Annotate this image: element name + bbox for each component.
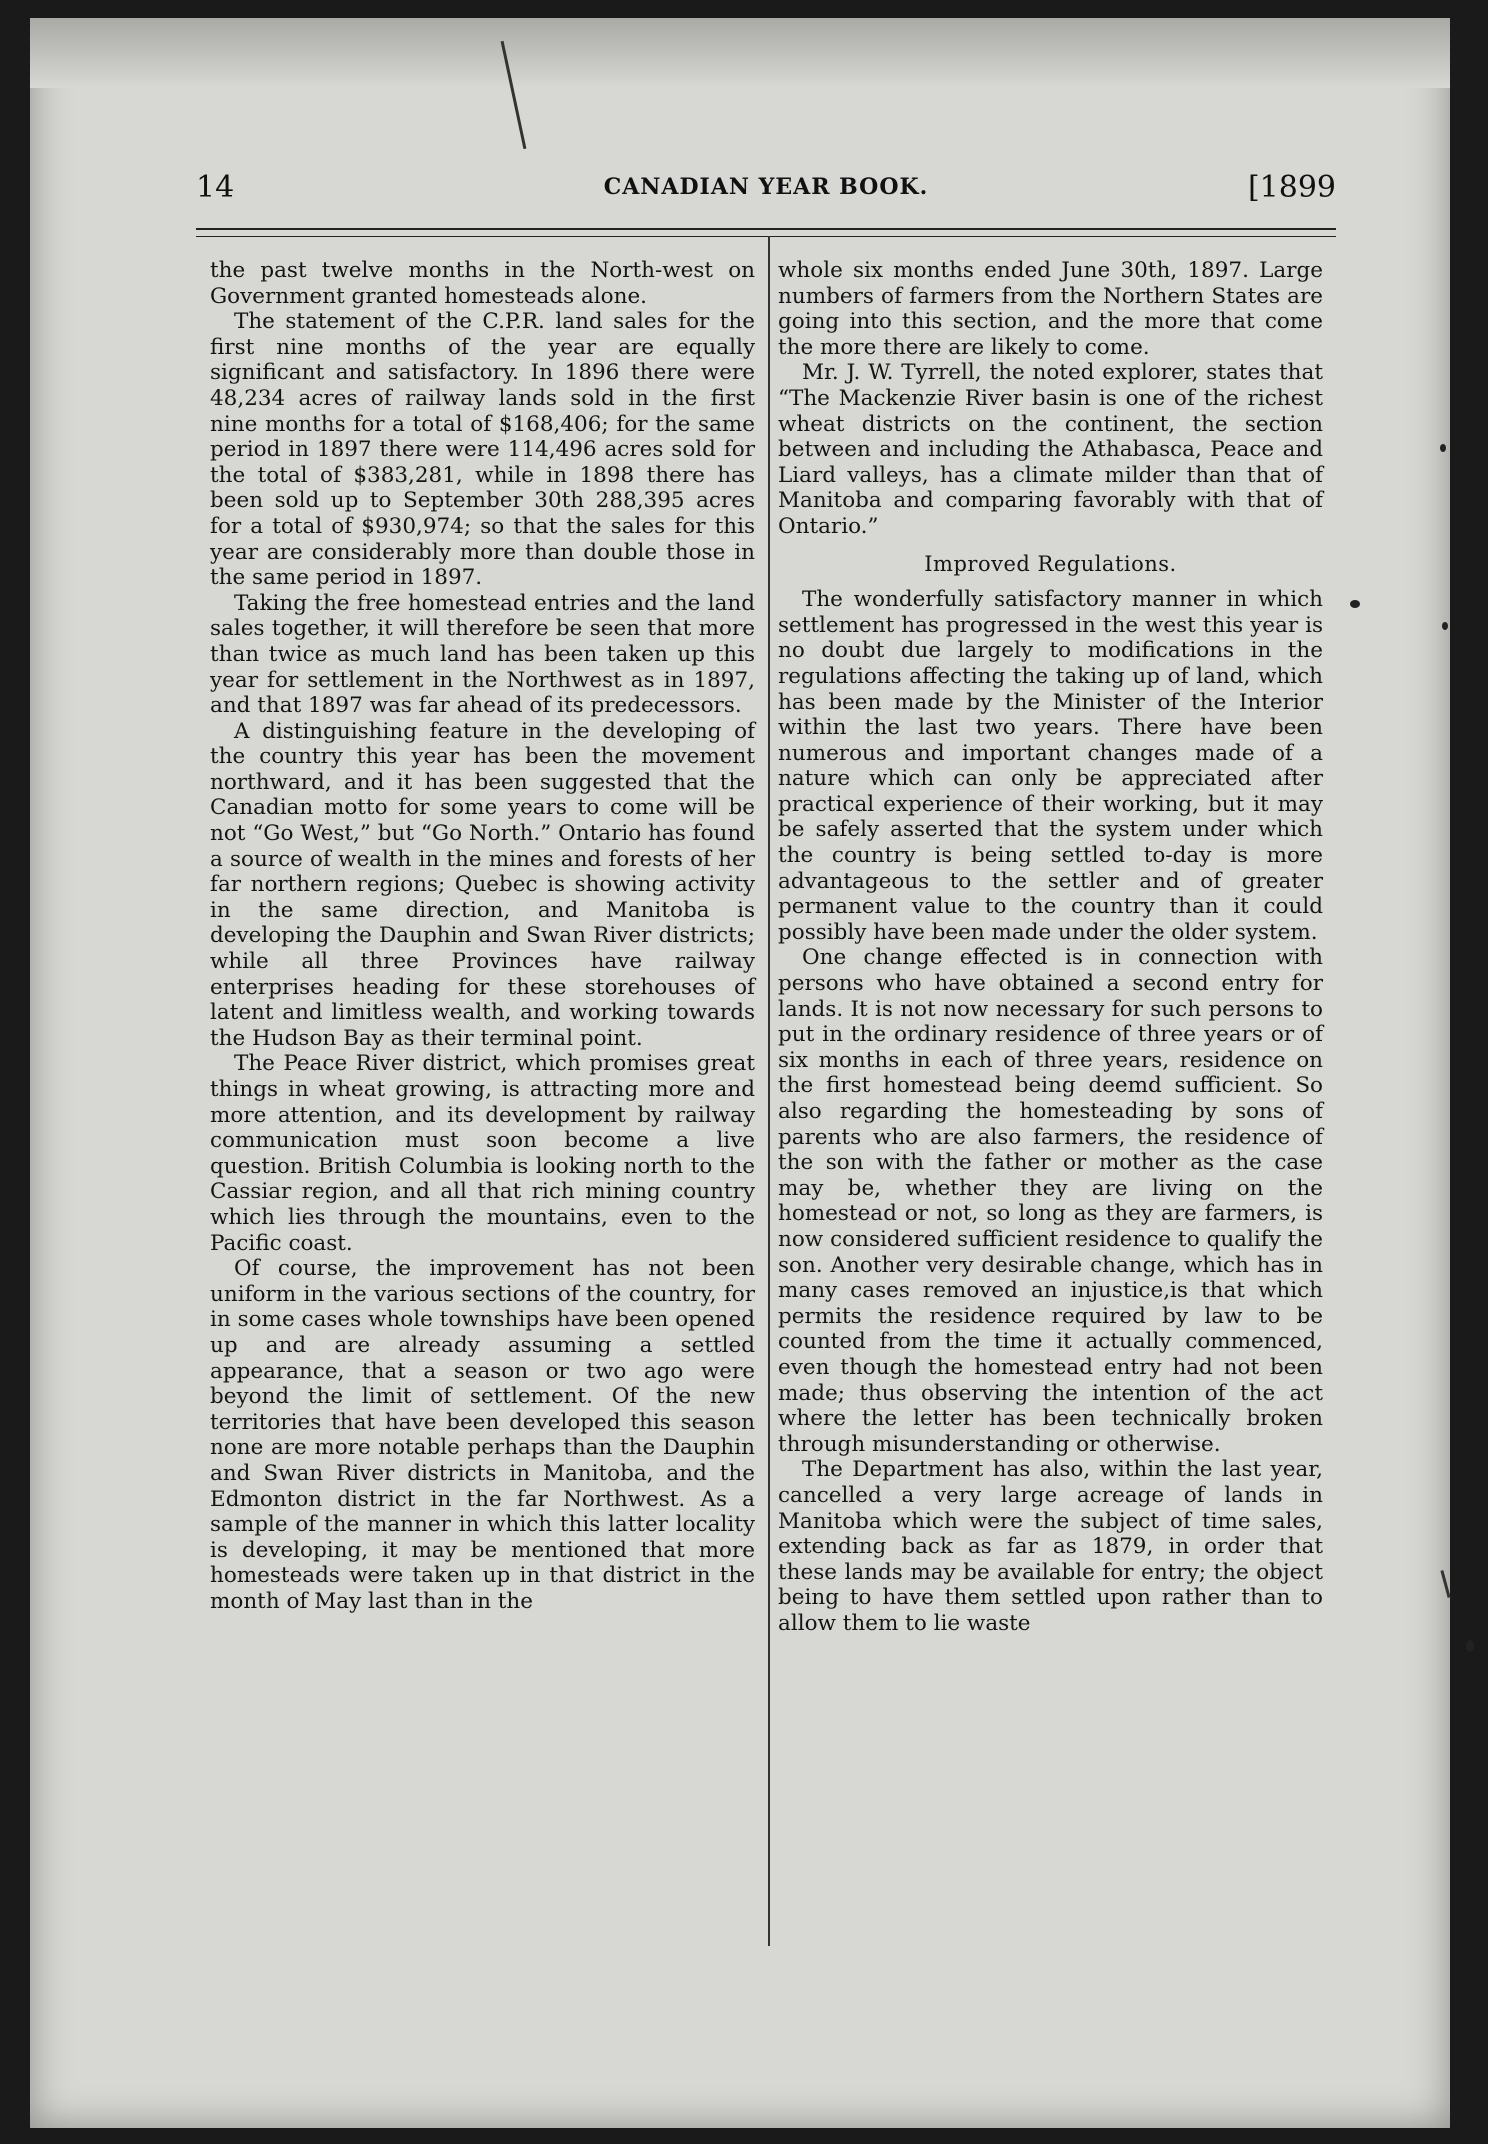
paragraph: The wonderfully satisfactory manner in which settlement has progressed in the west this year is no doubt due largely to modifications in the regulations affecting the taking up of land, which has been made by the Minister of the Interior within the last two years. There have been numerous and important changes made of a nature which can only be appreciated after practical experience of their working, but it may be safely asserted that the system under which the country is being settled to-day is more advantageous to the settler and of greater permanent value to the country than it could possibly have been made under the older system. <box>778 587 1323 945</box>
page-number: 14 <box>196 170 235 205</box>
paragraph: The statement of the C.P.R. land sales for the first nine months of the year are equally significant and satisfactory. In 1896 there were 48,234 acres of railway lands sold in the first nine months for a total of $168,406; for the same period in 1897 there were 114,496 acres sold for the total of $383,281, while in 1898 there has been sold up to September 30th 288,395 acres for a total of $930,974; so that the sales for this year are considerably more than double those in the same period in 1897. <box>210 309 755 591</box>
scan-speck <box>1440 444 1446 452</box>
scan-speck <box>1466 1640 1474 1652</box>
scan-shadow <box>30 18 1450 88</box>
paragraph: whole six months ended June 30th, 1897. Large numbers of farmers from the Northern States are going into this section, and the more that come the more there are likely to come. <box>778 258 1323 360</box>
paragraph: Of course, the improvement has not been uniform in the various sections of the country, for in some cases whole townships have been opened up and are already assuming a settled appearance, that a season or two ago were beyond the limit of settlement. Of the new territories that have been developed this season none are more notable perhaps than the Dauphin and Swan River districts in Manitoba, and the Edmonton district in the far Northwest. As a sample of the manner in which this latter locality is developing, it may be mentioned that more homesteads were taken up in that district in the month of May last than in the <box>210 1256 755 1614</box>
scan-speck <box>1442 622 1448 630</box>
paragraph: Taking the free homestead entries and the land sales together, it will therefore be seen that more than twice as much land has been taken up this year for settlement in the Northwest as in 1897, and that 1897 was far ahead of its predecessors. <box>210 590 755 719</box>
paragraph: A distinguishing feature in the developing of the country this year has been the movement northward, and it has been suggested that the Canadian motto for some years to come will be not “Go West,” but “Go North.” Ontario has found a source of wealth in the mines and forests of her far northern regions; Quebec is showing activity in the same direction, and Manitoba is developing the Dauphin and Swan River districts; while all three Provinces have railway enterprises heading for these storehouses of latent and limitless wealth, and working towards the Hudson Bay as their terminal point. <box>210 718 755 1051</box>
scan-speck <box>1350 600 1360 608</box>
header-rule-thin <box>196 236 1336 237</box>
paragraph: Mr. J. W. Tyrrell, the noted explorer, states that “The Mackenzie River basin is one of the richest wheat districts on the continent, the section between and including the Athabasca, Peace and Liard valleys, has a climate milder than that of Manitoba and comparing favorably with that of Ontario.” <box>778 360 1323 539</box>
paragraph: One change effected is in connection with persons who have obtained a second entry for lands. It is not now necessary for such persons to put in the ordinary residence of three years or of six months in each of three years, residence on the first homestead being deemd sufficient. So also regarding the homesteading by sons of parents who are also farmers, the residence of the son with the father or mother as the case may be, whether they are living on the homestead or not, so long as they are farmers, is now considered sufficient residence to qualify the son. Another very desirable change, which has in many cases removed an injustice,is that which permits the residence required by law to be counted from the time it actually commenced, even though the homestead entry had not been made; thus observing the intention of the act where the letter has been technically broken through misunderstanding or otherwise. <box>778 945 1323 1457</box>
right-column <box>778 258 1323 1636</box>
header-rule <box>196 228 1336 230</box>
paragraph: The Peace River district, which promises great things in wheat growing, is attracting more and more attention, and its development by railway communication must soon become a live question. British Columbia is looking north to the Cassiar region, and all that rich mining country which lies through the mountains, even to the Pacific coast. <box>210 1051 755 1256</box>
left-column <box>210 258 755 1614</box>
page-header <box>196 170 1336 218</box>
running-title: CANADIAN YEAR BOOK. <box>603 174 929 200</box>
paragraph: The Department has also, within the last year, cancelled a very large acreage of lands in Manitoba which were the subject of time sales, extending back as far as 1879, in order that these lands may be available for entry; the object being to have them settled upon rather than to allow them to lie waste <box>778 1457 1323 1636</box>
paragraph: the past twelve months in the North-west on Government granted homesteads alone. <box>210 258 755 309</box>
section-heading: Improved Regulations. <box>924 551 1177 576</box>
column-divider <box>768 236 770 1946</box>
header-year: [1899 <box>1247 170 1336 205</box>
